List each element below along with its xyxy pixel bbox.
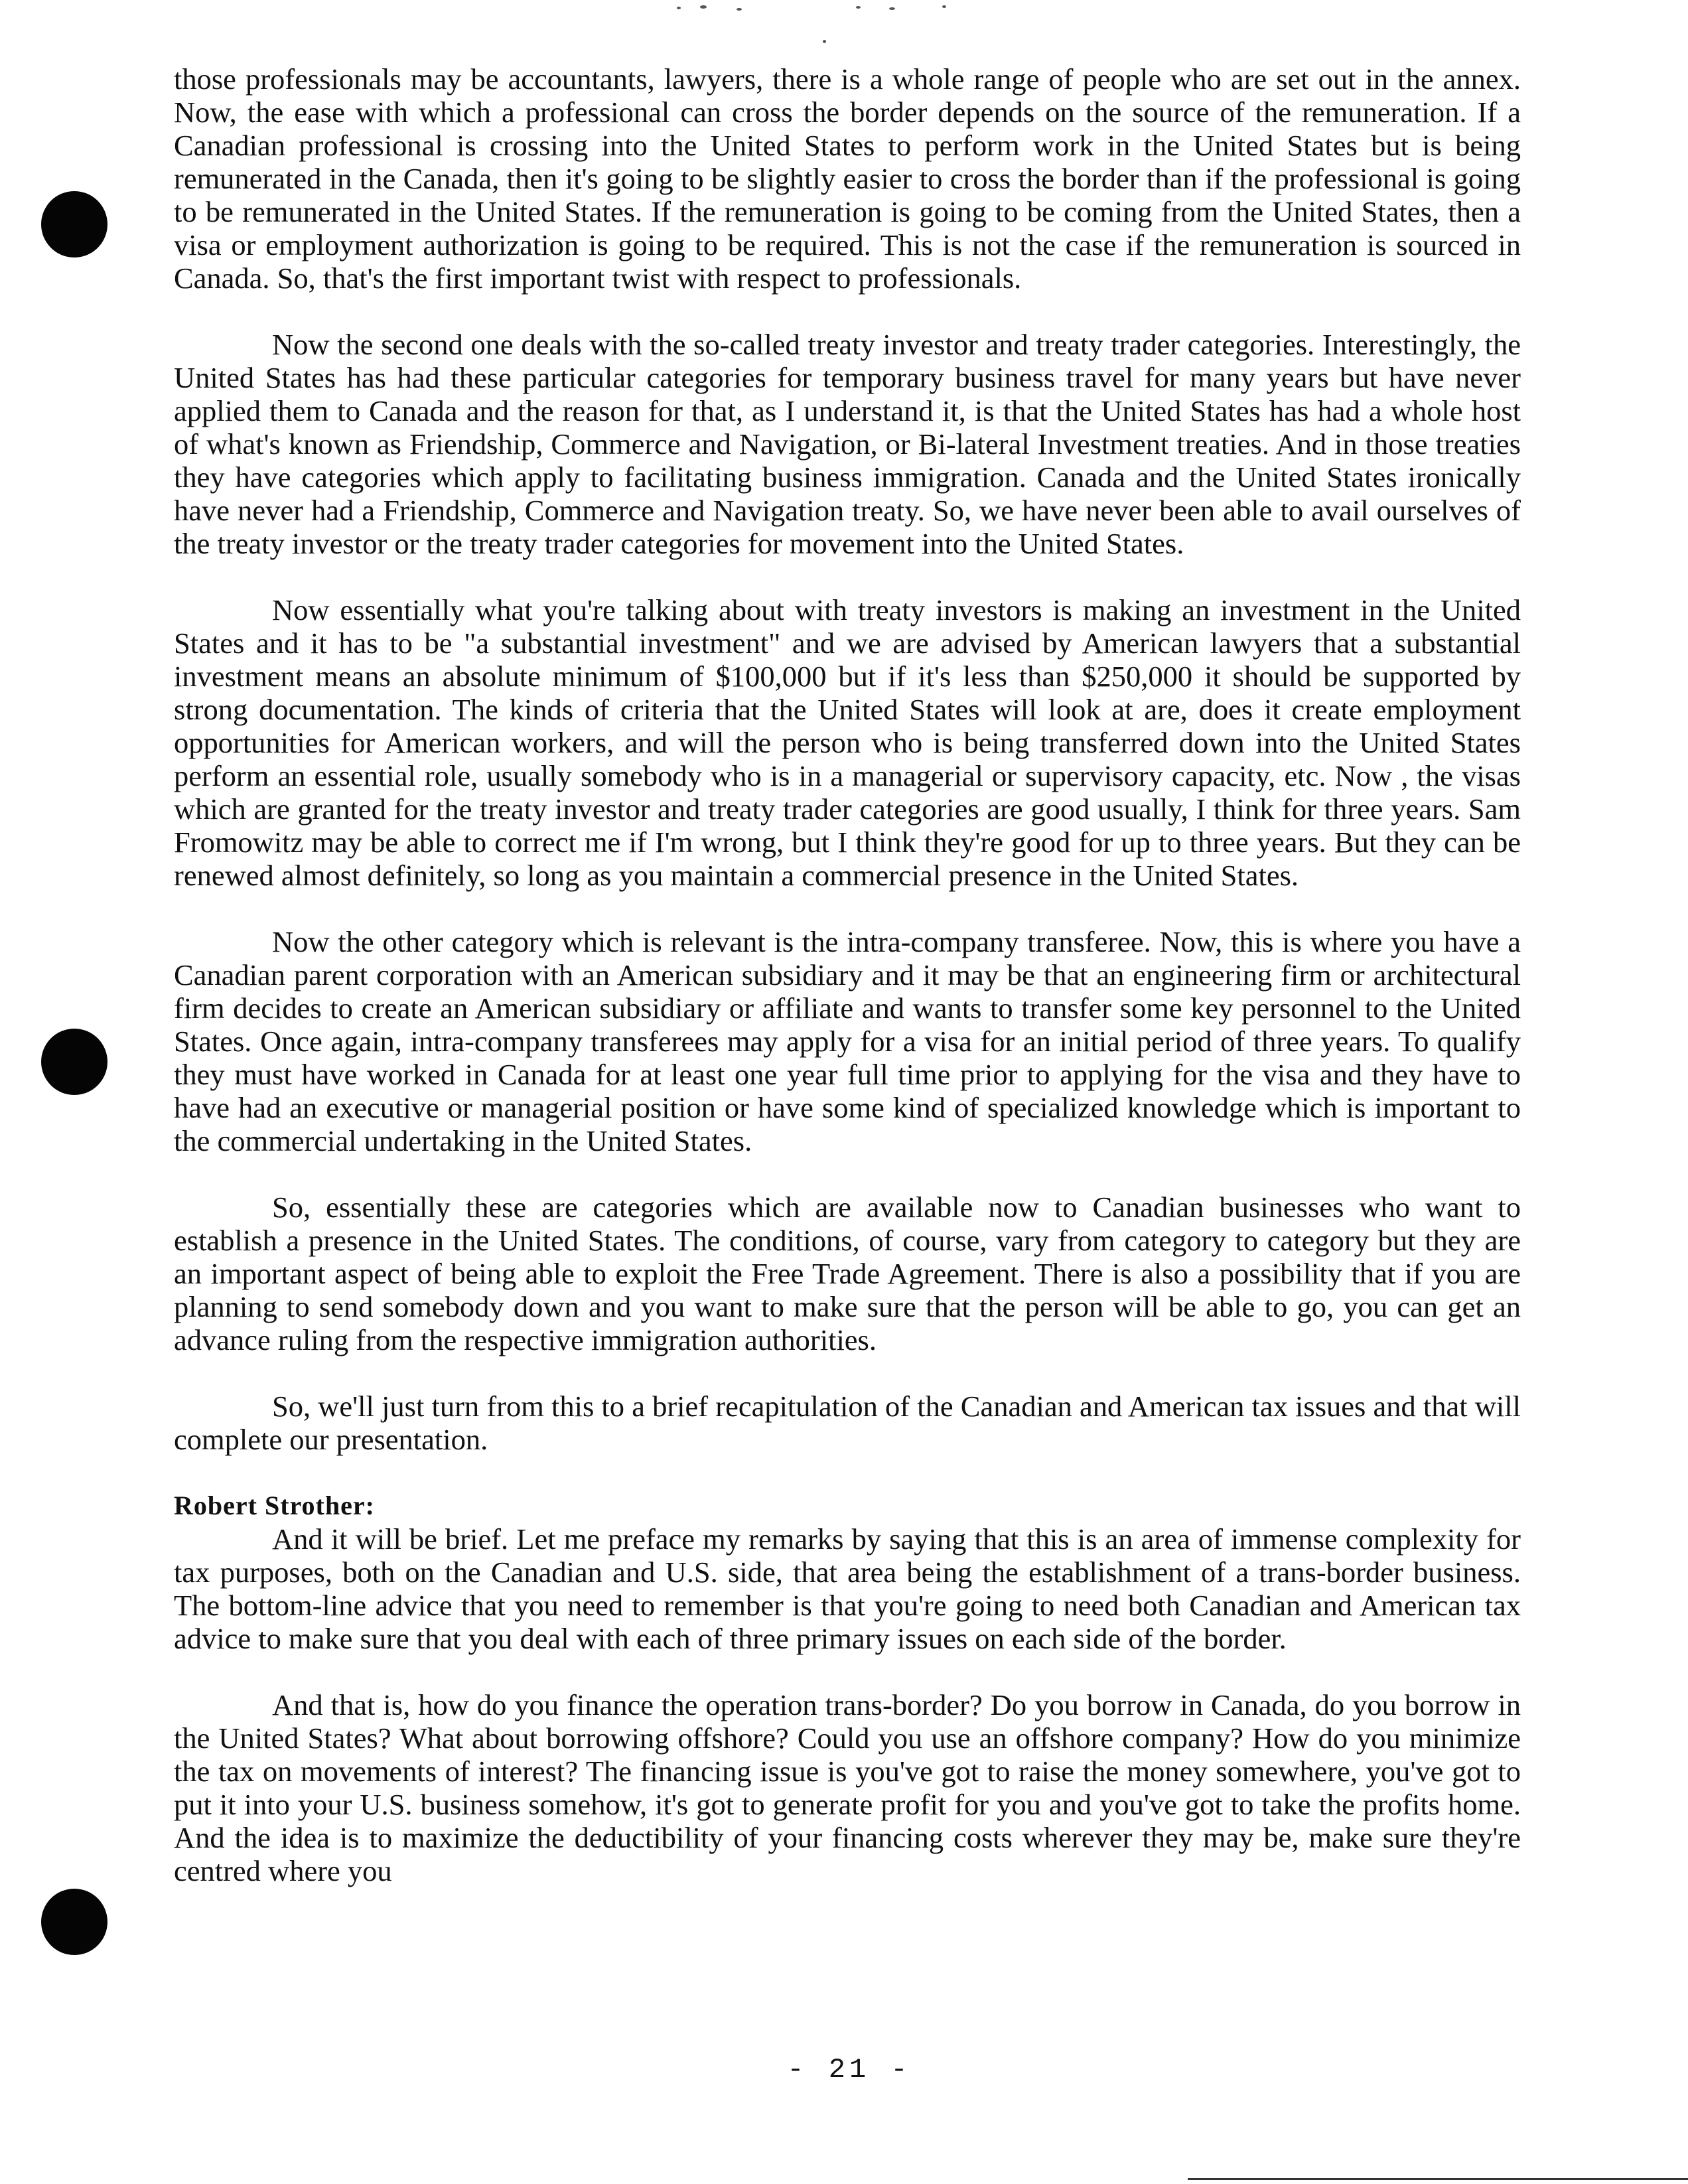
paragraph-tax-intro: And it will be brief. Let me preface my remarks by saying that this is an area of immense complexity for tax purposes, both on the Canadian and U.S. side, that area being the establishment of a trans-border business. The bottom-line advice that you need to remember is that you're going to need both Canadian and American tax advice to make sure that you deal with each of three primary issues on each side of the border. (174, 1522, 1521, 1655)
scan-speck (942, 5, 946, 8)
hole-punch-mark (41, 1029, 107, 1095)
paragraph-summary: So, essentially these are categories which are available now to Canadian businesses who want to establish a presence in the United States. The conditions, of course, vary from category to category but they are an important aspect of being able to exploit the Free Trade Agreement. There is also a possibility that if you are planning to send somebody down and you want to make sure that the person will be able to go, you can get an advance ruling from the respective immigration authorities. (174, 1191, 1521, 1356)
scan-speck (737, 8, 742, 11)
scan-speck (856, 6, 861, 9)
page-number: - 21 - (787, 2054, 912, 2086)
bottom-edge-line (1188, 2178, 1688, 2180)
scan-speck (889, 7, 895, 10)
paragraph-transition: So, we'll just turn from this to a brief recapitulation of the Canadian and American tax issues and that will complete our presentation. (174, 1390, 1521, 1456)
paragraph-financing: And that is, how do you finance the operation trans-border? Do you borrow in Canada, do you borrow in the United States? What about borrowing offshore? Could you use an offshore company? How do you minimize the tax on movements of interest? The financing issue is you've got to raise the money somewhere, you've got to put it into your U.S. business somehow, it's got to generate profit for you and you've got to take the profits home. And the idea is to maximize the deductibility of your financing costs wherever they may be, make sure they're centred where you (174, 1688, 1521, 1887)
body-text (174, 62, 1521, 1887)
scan-speck (700, 5, 707, 9)
scan-speck (677, 7, 681, 9)
hole-punch-mark (41, 1889, 107, 1955)
paragraph-treaty-investors: Now essentially what you're talking about with treaty investors is making an investment in the United States and it has to be "a substantial investment" and we are advised by American lawyers that a substantial investment means an absolute minimum of $100,000 but if it's less than $250,000 it should be supported by strong documentation. The kinds of criteria that the United States will look at are, does it create employment opportunities for American workers, and will the person who is being transferred down into the United States perform an essential role, usually somebody who is in a managerial or supervisory capacity, etc. Now , the visas which are granted for the treaty investor and treaty trader categories are good usually, I think for three years. Sam Fromowitz may be able to correct me if I'm wrong, but I think they're good for up to three years. But they can be renewed almost definitely, so long as you maintain a commercial presence in the United States. (174, 593, 1521, 892)
hole-punch-mark (41, 191, 107, 257)
paragraph-treaty-categories: Now the second one deals with the so-called treaty investor and treaty trader categories. Interestingly, the United States has had these particular categories for temporary business travel for many years but have never applied them to Canada and the reason for that, as I understand it, is that the United States has had a whole host of what's known as Friendship, Commerce and Navigation, or Bi-lateral Investment treaties. And in those treaties they have categories which apply to facilitating business immigration. Canada and the United States ironically have never had a Friendship, Commerce and Navigation treaty. So, we have never been able to avail ourselves of the treaty investor or the treaty trader categories for movement into the United States. (174, 328, 1521, 560)
speaker-name: Robert Strother: (174, 1491, 375, 1520)
scan-speck (823, 40, 826, 43)
paragraph-professionals: those professionals may be accountants, lawyers, there is a whole range of people who are set out in the annex. Now, the ease with which a professional can cross the border depends on the source of the remuneration. If a Canadian professional is crossing into the United States to perform work in the United States but is being remunerated in the Canada, then it's going to be slightly easier to cross the border than if the professional is going to be remunerated in the United States. If the remuneration is going to be coming from the United States, then a visa or employment authorization is going to be required. This is not the case if the remuneration is sourced in Canada. So, that's the first important twist with respect to professionals. (174, 62, 1521, 295)
paragraph-intra-company: Now the other category which is relevant is the intra-company transferee. Now, this is where you have a Canadian parent corporation with an American subsidiary and it may be that an engineering firm or architectural firm decides to create an American subsidiary or affiliate and wants to transfer some key personnel to the United States. Once again, intra-company transferees may apply for a visa for an initial period of three years. To qualify they must have worked in Canada for at least one year full time prior to applying for the visa and they have to have had an executive or managerial position or have some kind of specialized knowledge which is important to the commercial undertaking in the United States. (174, 925, 1521, 1157)
